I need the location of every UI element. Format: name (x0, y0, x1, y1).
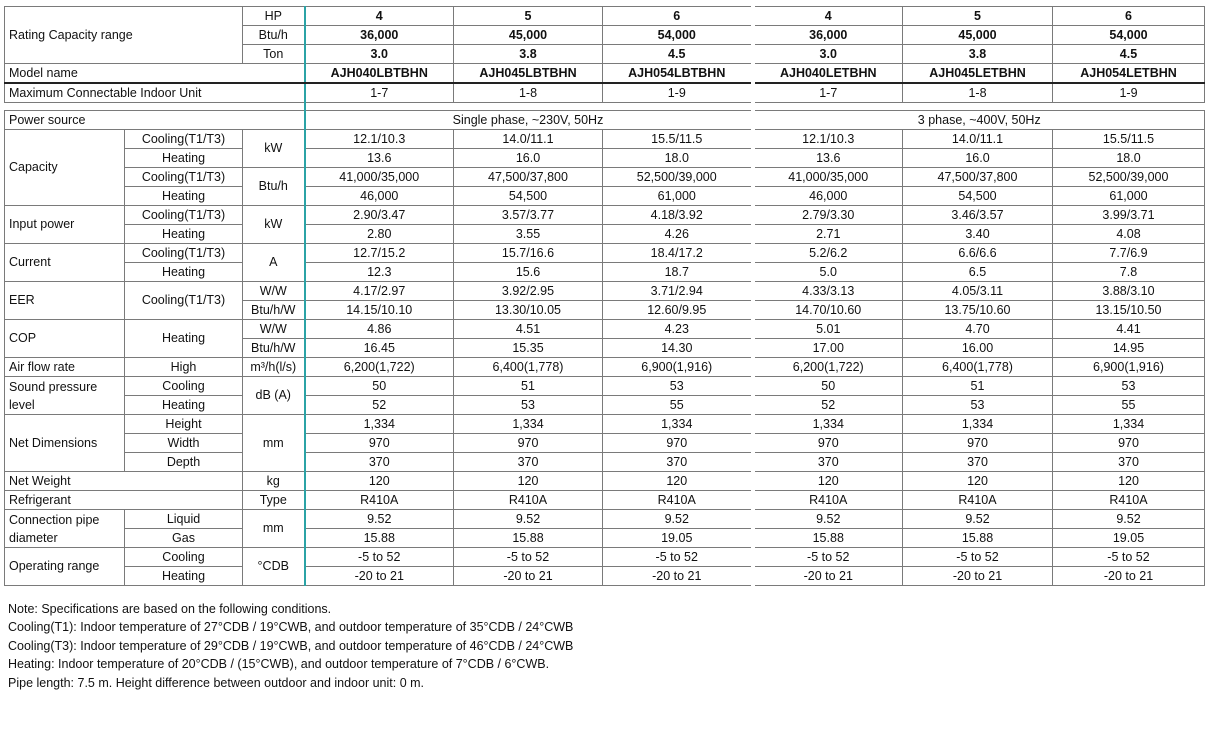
power-row (5, 111, 1205, 130)
ton-value: 4.5 (603, 45, 753, 64)
unit-label: A (243, 244, 305, 282)
mode-label: Cooling(T1/T3) (125, 168, 243, 187)
ton-value: 3.8 (903, 45, 1053, 64)
value-cell: 9.52 (305, 510, 454, 529)
value-cell: -5 to 52 (305, 548, 454, 567)
refrigerant-label: Refrigerant (5, 491, 243, 510)
airflow-label: Air flow rate (5, 358, 125, 377)
value-cell: 2.80 (305, 225, 454, 244)
unit-label: dB (A) (243, 377, 305, 415)
hp-value: 6 (603, 7, 753, 26)
mode-label: Cooling (125, 548, 243, 567)
value-cell: -5 to 52 (753, 548, 903, 567)
input-power-cooling-row (5, 206, 1205, 225)
pipe-label (5, 510, 125, 548)
value-cell: 1,334 (1053, 415, 1205, 434)
value-cell: 970 (603, 434, 753, 453)
value-cell: 3.55 (454, 225, 603, 244)
mode-label: Cooling(T1/T3) (125, 130, 243, 149)
power-label: Power source (5, 111, 305, 130)
pipe-gas-row (5, 529, 1205, 548)
value-cell: 5.01 (753, 320, 903, 339)
value-cell: 3.99/3.71 (1053, 206, 1205, 225)
value-cell: 15.88 (454, 529, 603, 548)
value-cell: -5 to 52 (1053, 548, 1205, 567)
value-cell: 12.60/9.95 (603, 301, 753, 320)
value-cell: 7.7/6.9 (1053, 244, 1205, 263)
value-cell: 3.71/2.94 (603, 282, 753, 301)
value-cell: 19.05 (1053, 529, 1205, 548)
mode-label: Heating (125, 149, 243, 168)
value-cell: 4.05/3.11 (903, 282, 1053, 301)
value-cell: 970 (753, 434, 903, 453)
mode-label: Heating (125, 263, 243, 282)
value-cell: 17.00 (753, 339, 903, 358)
note-line: Pipe length: 7.5 m. Height difference between outdoor and indoor unit: 0 m. (8, 675, 425, 690)
value-cell: -20 to 21 (454, 567, 603, 586)
value-cell: 15.35 (454, 339, 603, 358)
sound-heating-row (5, 396, 1205, 415)
value-cell: 41,000/35,000 (305, 168, 454, 187)
value-cell: 120 (603, 472, 753, 491)
value-cell: 18.0 (603, 149, 753, 168)
value-cell: 18.0 (1053, 149, 1205, 168)
value-cell: 1,334 (454, 415, 603, 434)
dim-depth-row (5, 453, 1205, 472)
value-cell: 1,334 (305, 415, 454, 434)
value-cell: 47,500/37,800 (454, 168, 603, 187)
ton-value: 3.0 (753, 45, 903, 64)
btuh-value: 54,000 (1053, 26, 1205, 45)
value-cell: 15.88 (305, 529, 454, 548)
value-cell: 970 (305, 434, 454, 453)
max-indoor-value: 1-9 (1053, 83, 1205, 103)
value-cell: R410A (305, 491, 454, 510)
value-cell: 4.26 (603, 225, 753, 244)
value-cell: 9.52 (1053, 510, 1205, 529)
dim-height-row (5, 415, 1205, 434)
value-cell: 4.33/3.13 (753, 282, 903, 301)
value-cell: 15.5/11.5 (1053, 130, 1205, 149)
value-cell: 4.23 (603, 320, 753, 339)
capacity-kw-cooling-row (5, 130, 1205, 149)
mode-label: Heating (125, 320, 243, 358)
value-cell: 6,200(1,722) (753, 358, 903, 377)
mode-label: Heating (125, 225, 243, 244)
current-cooling-row (5, 244, 1205, 263)
weight-row (5, 472, 1205, 491)
btuh-value: 36,000 (753, 26, 903, 45)
note-line: Heating: Indoor temperature of 20°CDB / (15°CWB), and outdoor temperature of 7°CDB / 6°CWB. (8, 657, 550, 672)
operating-label: Operating range (5, 548, 125, 586)
value-cell: 14.70/10.60 (753, 301, 903, 320)
pipe-label-line2: diameter (9, 530, 58, 545)
value-cell: -5 to 52 (454, 548, 603, 567)
note-line: Note: Specifications are based on the following conditions. (8, 602, 332, 616)
max-indoor-label: Maximum Connectable Indoor Unit (5, 83, 305, 103)
value-cell: 52 (305, 396, 454, 415)
notes (8, 600, 1210, 692)
value-cell: 4.70 (903, 320, 1053, 339)
unit-label: mm (243, 415, 305, 472)
hp-value: 4 (753, 7, 903, 26)
pipe-label-line1: Connection pipe (9, 512, 100, 527)
unit-label: kW (243, 130, 305, 168)
value-cell: 15.7/16.6 (454, 244, 603, 263)
btuh-value: 36,000 (305, 26, 454, 45)
value-cell: 12.1/10.3 (305, 130, 454, 149)
value-cell: 13.6 (753, 149, 903, 168)
btuh-label: Btu/h (243, 26, 305, 45)
cop-ww-row (5, 320, 1205, 339)
model-name: AJH040LBTBHN (305, 64, 454, 84)
power-three: 3 phase, ~400V, 50Hz (753, 111, 1205, 130)
sound-cooling-row (5, 377, 1205, 396)
value-cell: 4.17/2.97 (305, 282, 454, 301)
value-cell: 6,900(1,916) (603, 358, 753, 377)
hp-value: 6 (1053, 7, 1205, 26)
input-power-label: Input power (5, 206, 125, 244)
model-name: AJH045LBTBHN (454, 64, 603, 84)
value-cell: R410A (1053, 491, 1205, 510)
btuh-value: 45,000 (454, 26, 603, 45)
capacity-label: Capacity (5, 130, 125, 206)
hp-value: 4 (305, 7, 454, 26)
value-cell: 370 (305, 453, 454, 472)
unit-label: m³/h(l/s) (243, 358, 305, 377)
hp-row (5, 7, 1205, 26)
value-cell: 1,334 (753, 415, 903, 434)
value-cell: 19.05 (603, 529, 753, 548)
value-cell: 12.3 (305, 263, 454, 282)
value-cell: 4.18/3.92 (603, 206, 753, 225)
value-cell: 4.41 (1053, 320, 1205, 339)
value-cell: 16.0 (903, 149, 1053, 168)
unit-label: °CDB (243, 548, 305, 586)
note-line: Cooling(T3): Indoor temperature of 29°CDB / 19°CWB, and outdoor temperature of 46°CDB / 24°CWB (8, 638, 574, 653)
airflow-row (5, 358, 1205, 377)
mode-label: Height (125, 415, 243, 434)
value-cell: 970 (903, 434, 1053, 453)
note-line: Cooling(T1): Indoor temperature of 27°CDB / 19°CWB, and outdoor temperature of 35°CDB / 24°CWB (8, 620, 574, 635)
value-cell: 6.5 (903, 263, 1053, 282)
value-cell: 12.1/10.3 (753, 130, 903, 149)
model-name: AJH045LETBHN (903, 64, 1053, 84)
unit-label: Btu/h/W (243, 339, 305, 358)
value-cell: -20 to 21 (603, 567, 753, 586)
capacity-kw-heating-row (5, 149, 1205, 168)
value-cell: 2.90/3.47 (305, 206, 454, 225)
value-cell: R410A (454, 491, 603, 510)
sound-label-line2: level (9, 397, 35, 412)
value-cell: -20 to 21 (903, 567, 1053, 586)
value-cell: 120 (1053, 472, 1205, 491)
value-cell: -20 to 21 (753, 567, 903, 586)
value-cell: 51 (903, 377, 1053, 396)
value-cell: 46,000 (753, 187, 903, 206)
unit-label: Btu/h/W (243, 301, 305, 320)
value-cell: 50 (305, 377, 454, 396)
value-cell: 53 (454, 396, 603, 415)
value-cell: 370 (603, 453, 753, 472)
value-cell: R410A (753, 491, 903, 510)
mode-label: Heating (125, 187, 243, 206)
value-cell: 6,400(1,778) (454, 358, 603, 377)
max-indoor-row (5, 83, 1205, 103)
value-cell: 54,500 (903, 187, 1053, 206)
value-cell: 15.88 (753, 529, 903, 548)
value-cell: 52,500/39,000 (603, 168, 753, 187)
unit-label: mm (243, 510, 305, 548)
value-cell: 2.71 (753, 225, 903, 244)
value-cell: R410A (903, 491, 1053, 510)
value-cell: 15.88 (903, 529, 1053, 548)
mode-label: Cooling(T1/T3) (125, 282, 243, 320)
unit-label: Btu/h (243, 168, 305, 206)
value-cell: 120 (305, 472, 454, 491)
value-cell: 120 (454, 472, 603, 491)
power-single: Single phase, ~230V, 50Hz (305, 111, 753, 130)
value-cell: 5.2/6.2 (753, 244, 903, 263)
value-cell: 6,400(1,778) (903, 358, 1053, 377)
value-cell: 6,200(1,722) (305, 358, 454, 377)
value-cell: -5 to 52 (903, 548, 1053, 567)
max-indoor-value: 1-8 (454, 83, 603, 103)
mode-label: Cooling(T1/T3) (125, 244, 243, 263)
value-cell: 53 (1053, 377, 1205, 396)
value-cell: 13.6 (305, 149, 454, 168)
unit-label: kg (243, 472, 305, 491)
value-cell: 5.0 (753, 263, 903, 282)
unit-label: kW (243, 206, 305, 244)
value-cell: 970 (1053, 434, 1205, 453)
operating-cooling-row (5, 548, 1205, 567)
operating-heating-row (5, 567, 1205, 586)
value-cell: 53 (603, 377, 753, 396)
mode-label: Gas (125, 529, 243, 548)
value-cell: 370 (1053, 453, 1205, 472)
btuh-value: 45,000 (903, 26, 1053, 45)
value-cell: 3.57/3.77 (454, 206, 603, 225)
cop-label: COP (5, 320, 125, 358)
eer-ww-row (5, 282, 1205, 301)
refrigerant-row (5, 491, 1205, 510)
mode-label: Width (125, 434, 243, 453)
max-indoor-value: 1-7 (305, 83, 454, 103)
value-cell: 13.30/10.05 (454, 301, 603, 320)
value-cell: 16.00 (903, 339, 1053, 358)
dim-width-row (5, 434, 1205, 453)
value-cell: 2.79/3.30 (753, 206, 903, 225)
max-indoor-value: 1-9 (603, 83, 753, 103)
value-cell: -5 to 52 (603, 548, 753, 567)
value-cell: 47,500/37,800 (903, 168, 1053, 187)
capacity-btuh-heating-row (5, 187, 1205, 206)
model-label: Model name (5, 64, 305, 84)
value-cell: 50 (753, 377, 903, 396)
value-cell: 4.08 (1053, 225, 1205, 244)
value-cell: 1,334 (903, 415, 1053, 434)
ton-value: 3.8 (454, 45, 603, 64)
hp-value: 5 (454, 7, 603, 26)
model-row (5, 64, 1205, 84)
value-cell: 41,000/35,000 (753, 168, 903, 187)
mode-label: Heating (125, 396, 243, 415)
value-cell: 370 (903, 453, 1053, 472)
sound-label-line1: Sound pressure (9, 379, 98, 394)
spacer-row (5, 103, 1205, 111)
value-cell: -20 to 21 (305, 567, 454, 586)
value-cell: 6,900(1,916) (1053, 358, 1205, 377)
sound-label (5, 377, 125, 415)
spec-table (4, 6, 1205, 586)
btuh-value: 54,000 (603, 26, 753, 45)
value-cell: 61,000 (1053, 187, 1205, 206)
value-cell: 13.15/10.50 (1053, 301, 1205, 320)
max-indoor-value: 1-7 (753, 83, 903, 103)
mode-label: Liquid (125, 510, 243, 529)
value-cell: 14.0/11.1 (903, 130, 1053, 149)
unit-label: W/W (243, 320, 305, 339)
value-cell: 12.7/15.2 (305, 244, 454, 263)
ton-value: 3.0 (305, 45, 454, 64)
value-cell: 6.6/6.6 (903, 244, 1053, 263)
mode-label: Cooling (125, 377, 243, 396)
unit-label: Type (243, 491, 305, 510)
value-cell: 7.8 (1053, 263, 1205, 282)
ton-label: Ton (243, 45, 305, 64)
rating-label: Rating Capacity range (5, 7, 243, 64)
value-cell: 55 (603, 396, 753, 415)
value-cell: 54,500 (454, 187, 603, 206)
value-cell: 14.95 (1053, 339, 1205, 358)
model-name: AJH054LBTBHN (603, 64, 753, 84)
value-cell: 9.52 (753, 510, 903, 529)
value-cell: 120 (753, 472, 903, 491)
unit-label: W/W (243, 282, 305, 301)
model-name: AJH040LETBHN (753, 64, 903, 84)
value-cell: R410A (603, 491, 753, 510)
mode-label: Heating (125, 567, 243, 586)
dimensions-label: Net Dimensions (5, 415, 125, 472)
value-cell: 14.15/10.10 (305, 301, 454, 320)
value-cell: 370 (454, 453, 603, 472)
ton-value: 4.5 (1053, 45, 1205, 64)
input-power-heating-row (5, 225, 1205, 244)
value-cell: 13.75/10.60 (903, 301, 1053, 320)
value-cell: 3.40 (903, 225, 1053, 244)
value-cell: 16.45 (305, 339, 454, 358)
value-cell: 15.6 (454, 263, 603, 282)
pipe-liquid-row (5, 510, 1205, 529)
value-cell: 18.7 (603, 263, 753, 282)
weight-label: Net Weight (5, 472, 243, 491)
value-cell: 14.30 (603, 339, 753, 358)
value-cell: 4.86 (305, 320, 454, 339)
value-cell: 370 (753, 453, 903, 472)
value-cell: 15.5/11.5 (603, 130, 753, 149)
value-cell: 9.52 (903, 510, 1053, 529)
value-cell: 55 (1053, 396, 1205, 415)
capacity-btuh-cooling-row (5, 168, 1205, 187)
hp-label: HP (243, 7, 305, 26)
value-cell: 16.0 (454, 149, 603, 168)
value-cell: 4.51 (454, 320, 603, 339)
value-cell: 14.0/11.1 (454, 130, 603, 149)
value-cell: 120 (903, 472, 1053, 491)
current-label: Current (5, 244, 125, 282)
value-cell: 61,000 (603, 187, 753, 206)
value-cell: 52,500/39,000 (1053, 168, 1205, 187)
mode-label: Cooling(T1/T3) (125, 206, 243, 225)
value-cell: 46,000 (305, 187, 454, 206)
mode-label: Depth (125, 453, 243, 472)
value-cell: 18.4/17.2 (603, 244, 753, 263)
value-cell: -20 to 21 (1053, 567, 1205, 586)
eer-label: EER (5, 282, 125, 320)
value-cell: 970 (454, 434, 603, 453)
value-cell: 52 (753, 396, 903, 415)
value-cell: 1,334 (603, 415, 753, 434)
value-cell: 3.92/2.95 (454, 282, 603, 301)
value-cell: 53 (903, 396, 1053, 415)
value-cell: 9.52 (603, 510, 753, 529)
model-name: AJH054LETBHN (1053, 64, 1205, 84)
value-cell: 51 (454, 377, 603, 396)
max-indoor-value: 1-8 (903, 83, 1053, 103)
value-cell: 3.88/3.10 (1053, 282, 1205, 301)
mode-label: High (125, 358, 243, 377)
value-cell: 3.46/3.57 (903, 206, 1053, 225)
value-cell: 9.52 (454, 510, 603, 529)
hp-value: 5 (903, 7, 1053, 26)
current-heating-row (5, 263, 1205, 282)
